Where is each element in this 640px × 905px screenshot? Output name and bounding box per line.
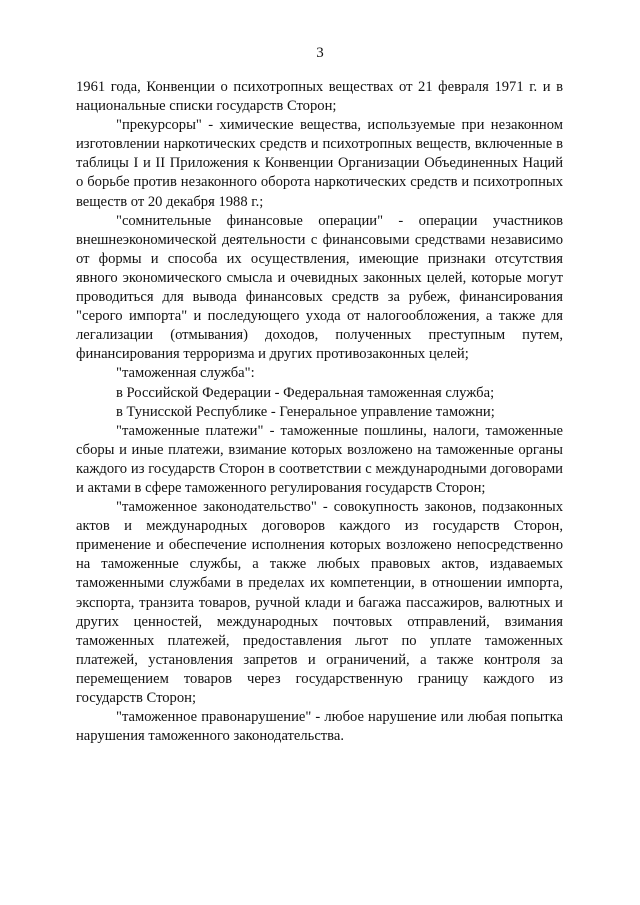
page-number: 3 [316, 45, 324, 61]
paragraph-customs-service-term: "таможенная служба": [116, 365, 255, 382]
paragraph-precursors-definition: "прекурсоры" - химические вещества, используемые при незаконном изготовлении наркотических средств и психотропных веществ, включенные в таблицы I и II Приложения к Конвенции Организации Объединенных Наций о борьбе против незаконного оборота наркотических средств и психотропных веществ от 20 декабря 1988 г.; [76, 117, 563, 210]
paragraph-customs-payments-definition: "таможенные платежи" - таможенные пошлины, налоги, таможенные сборы и иные платежи, взимание которых возложено на таможенные органы каждого из государств Сторон в соответствии с международными договорами и актами в сфере таможенного регулирования государств Сторон; [76, 422, 563, 496]
paragraph-customs-offense-definition: "таможенное правонарушение" - любое нарушение или любая попытка нарушения таможенного законодательства. [76, 709, 563, 745]
paragraph-suspicious-operations-definition: "сомнительные финансовые операции" - операции участников внешнеэкономической деятельности с финансовыми средствами независимо от формы и способа их осуществления, имеющие признаки отсутствия явного экономического смысла и очевидных законных целей, которые могут проводиться для вывода финансовых средств за рубеж, финансирования "серого импорта" и последующего ухода от налогообложения, а также для легализации (отмывания) доходов, полученных преступным путем, финансирования терроризма и других противозаконных целей; [76, 212, 563, 363]
paragraph-customs-service-russia: в Российской Федерации - Федеральная таможенная служба; [116, 384, 495, 401]
paragraph-customs-service-tunisia: в Тунисской Республике - Генеральное управление таможни; [116, 403, 495, 420]
document-body [76, 78, 563, 746]
paragraph-conventions-continuation: 1961 года, Конвенции о психотропных веществах от 21 февраля 1971 г. и в национальные списки государств Сторон; [76, 79, 563, 115]
paragraph-customs-legislation-definition: "таможенное законодательство" - совокупность законов, подзаконных актов и международных договоров каждого из государств Сторон, применение и обеспечение исполнения которых возложено непосредственно на таможенные службы, а также любых правовых актов, издаваемых таможенными службами в пределах их компетенции, в отношении импорта, экспорта, транзита товаров, ручной клади и багажа пассажиров, валютных и других ценностей, международных почтовых отправлений, взимания таможенных платежей, предоставления льгот по уплате таможенных платежей, установления запретов и ограничений, а также контроля за перемещением товаров через государственную границу каждого из государств Сторон; [76, 499, 563, 706]
